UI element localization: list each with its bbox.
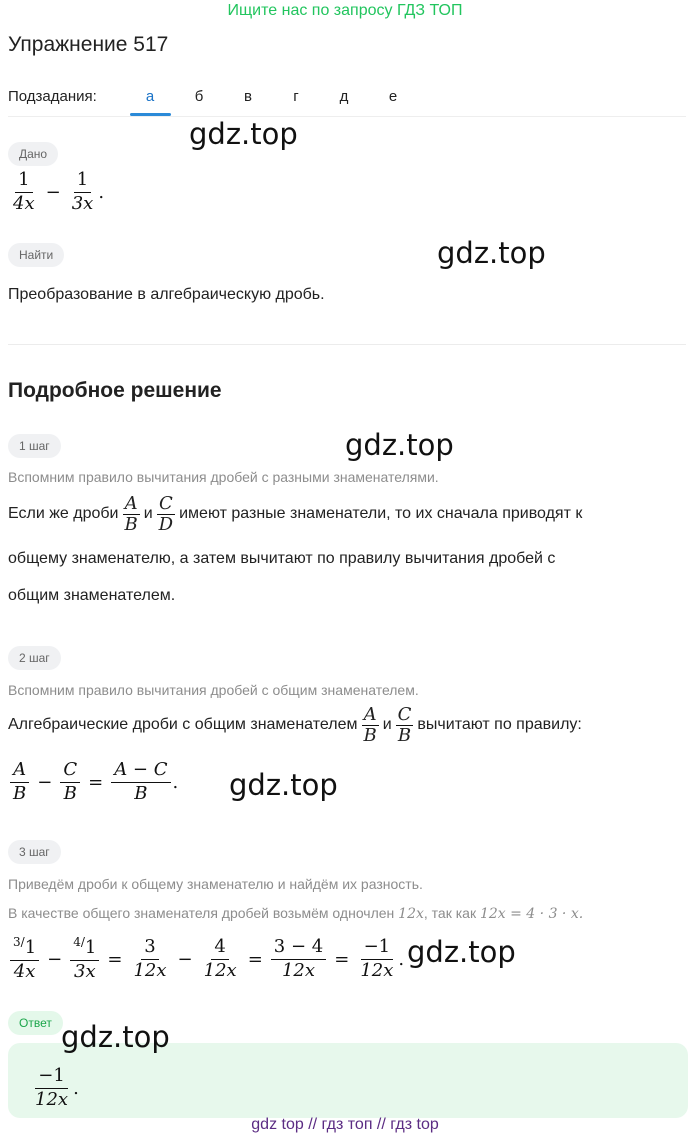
fraction-c-b: $\frac{C}{B}$ <box>397 704 412 746</box>
answer-box <box>8 1043 688 1118</box>
watermark: gdz.top <box>437 236 546 270</box>
fraction-c-d: $\frac{C}{D}$ <box>158 493 174 535</box>
step-2-badge: 2 шаг <box>8 646 61 670</box>
watermark: gdz.top <box>229 768 338 802</box>
given-badge: Дано <box>8 142 58 166</box>
tab-a[interactable]: а <box>145 88 155 105</box>
fraction-a-b: $\frac{A}{B}$ <box>124 493 138 535</box>
find-text: Преобразование в алгебраическую дробь. <box>8 286 325 303</box>
step-3-hint: Приведём дроби к общему знаменателю и найдём их разность. <box>8 876 423 892</box>
step-1-line-3: общим знаменателем. <box>8 587 176 604</box>
tab-e[interactable]: е <box>388 88 398 105</box>
section-divider <box>8 344 686 345</box>
footer-links[interactable]: gdz top // гдз топ // гдз top <box>251 1116 439 1133</box>
step-1-line-2: общему знаменателю, а затем вычитают по правилу вычитания дробей с <box>8 550 556 567</box>
given-expression: $\frac{1}{4x}$ − $\frac{1}{3x}$ . <box>13 169 105 214</box>
tab-d[interactable]: д <box>339 88 349 105</box>
step-3-text: В качестве общего знаменателя дробей возьмём одночлен 12x, так как 12x = 4 · 3 · x. <box>8 905 584 922</box>
tab-g[interactable]: г <box>293 88 299 105</box>
find-badge: Найти <box>8 243 64 267</box>
step-2-line: Алгебраические дроби с общим знаменателем $\frac{A}{B}$ и $\frac{C}{B}$ вычитают по правилу: <box>8 704 582 746</box>
watermark: gdz.top <box>407 935 516 969</box>
top-banner: Ищите нас по запросу ГДЗ ТОП <box>227 2 463 19</box>
subtasks-label: Подзадания: <box>8 88 97 105</box>
step-1-hint: Вспомним правило вычитания дробей с разными знаменателями. <box>8 469 439 485</box>
step-1-badge: 1 шаг <box>8 434 61 458</box>
watermark: gdz.top <box>189 117 298 151</box>
watermark: gdz.top <box>61 1020 170 1054</box>
fraction-a-b: $\frac{A}{B}$ <box>363 704 377 746</box>
step-2-rule: $\frac{A}{B}$ − $\frac{C}{B}$ = $\frac{A - C}{B}$ . <box>8 760 178 804</box>
step-3-calculation: $\frac{^{3/}1}{4x}$ − $\frac{^{4/}1}{3x}$ = $\frac{3}{12x}$ − $\frac{4}{12x}$ = $\frac{3 - 4}{12x}$ = $\frac{-1}{12x}$ . <box>8 936 404 982</box>
solution-title: Подробное решение <box>8 379 222 402</box>
answer-badge: Ответ <box>8 1011 63 1035</box>
tab-b[interactable]: б <box>194 88 204 105</box>
tab-v[interactable]: в <box>244 88 252 105</box>
tabs-divider <box>8 116 686 117</box>
watermark: gdz.top <box>345 428 454 462</box>
step-2-hint: Вспомним правило вычитания дробей с общим знаменателем. <box>8 682 419 698</box>
page-title: Упражнение 517 <box>8 33 169 56</box>
step-3-badge: 3 шаг <box>8 840 61 864</box>
step-1-line-1: Если же дроби $\frac{A}{B}$ и $\frac{C}{D}$ имеют разные знаменатели, то их сначала приводят к <box>8 493 583 535</box>
answer-expression: $\frac{-1}{12x}$ . <box>35 1065 79 1110</box>
